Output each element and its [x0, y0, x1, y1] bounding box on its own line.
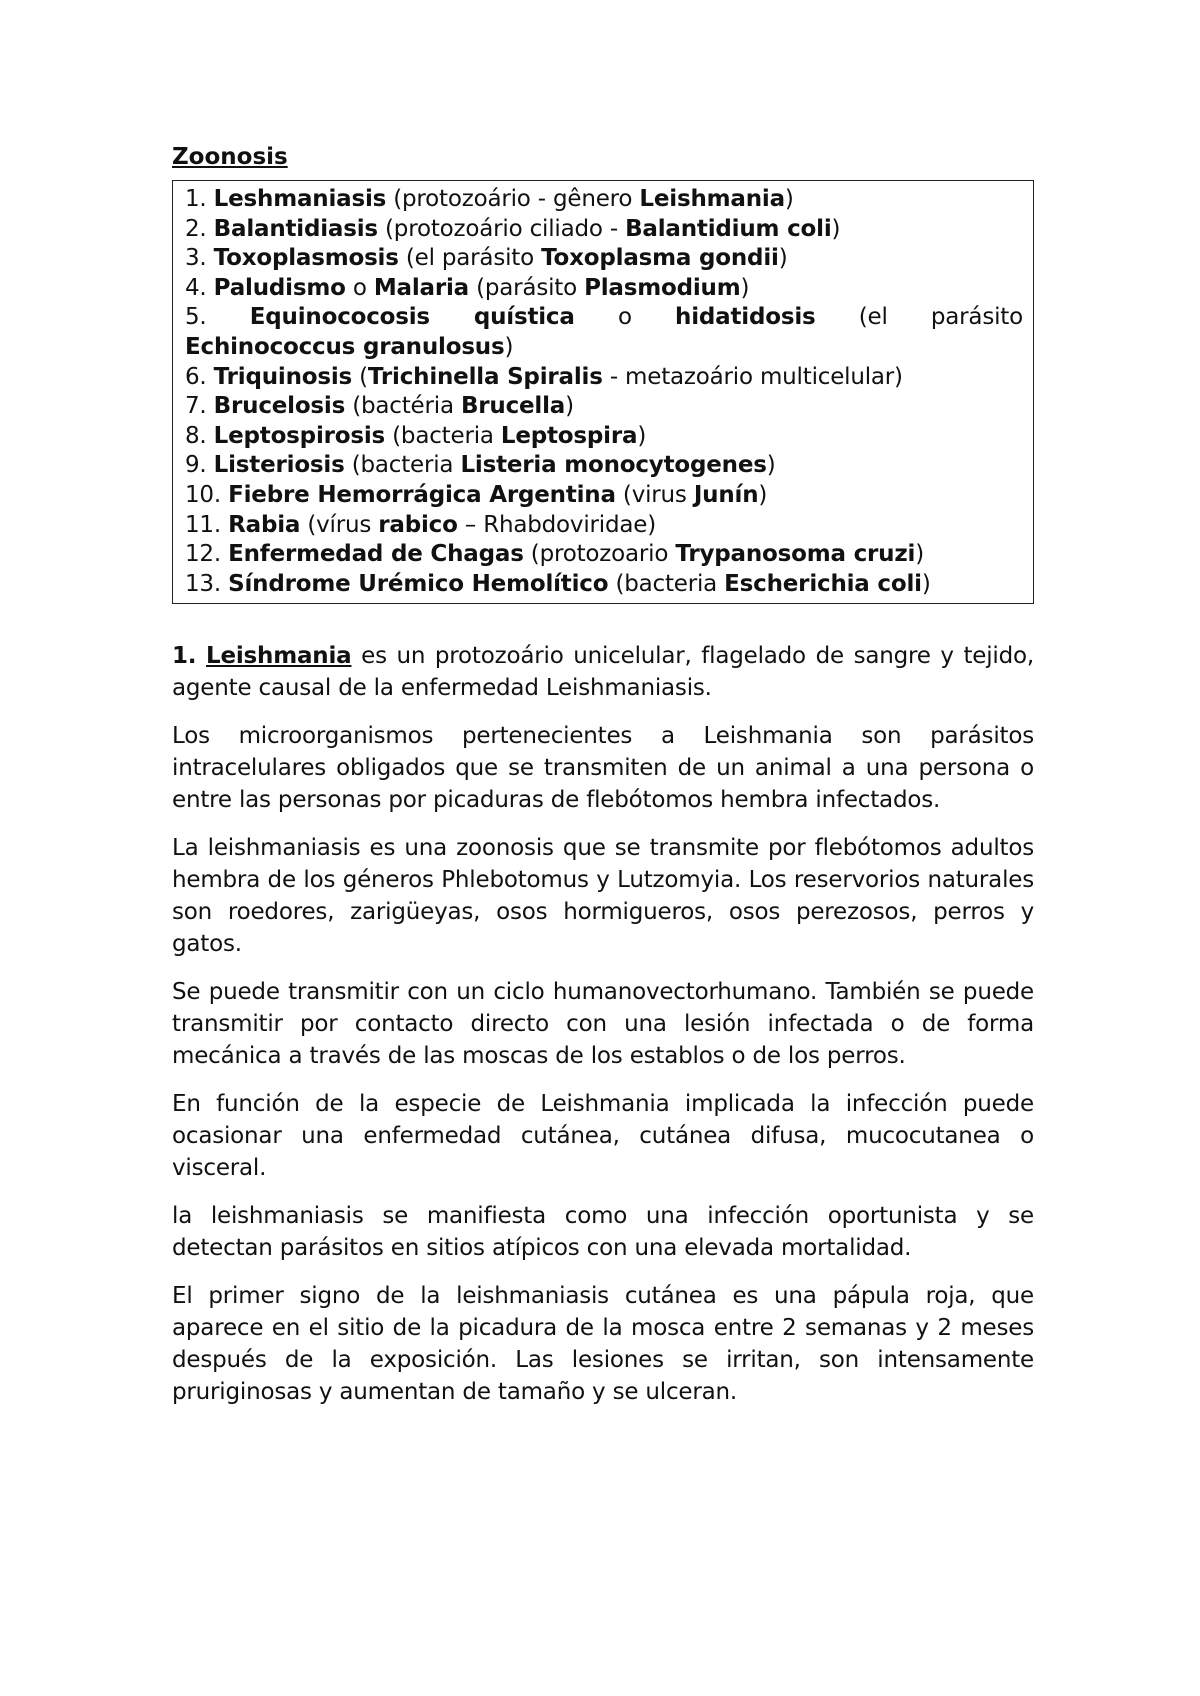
list-item: 2. Balantidiasis (protozoário ciliado - Balantidium coli)	[185, 215, 841, 242]
list-item: 11. Rabia (vírus rabico – Rhabdoviridae)	[185, 511, 656, 538]
paragraph: Se puede transmitir con un ciclo humanovectorhumano. También se puede transmitir por contacto directo con una lesión infectada o de forma mecánica a través de las moscas de los establos o de los perros.	[172, 979, 1034, 1070]
section-intro-paragraph: 1. Leishmania es un protozoário unicelular, flagelado de sangre y tejido, agente causal de la enfermedad Leishmaniasis.	[172, 643, 1034, 702]
list-item: 9. Listeriosis (bacteria Listeria monocytogenes)	[185, 452, 776, 479]
list-item: 1. Leshmaniasis (protozoário - gênero Leishmania)	[185, 186, 794, 212]
section-number: 1.	[172, 643, 197, 670]
paragraph: Los microorganismos pertenecientes a Leishmania son parásitos intracelulares obligados que se transmiten de un animal a una persona o entre las personas por picaduras de flebótomos hembra infectados.	[172, 723, 1034, 814]
zoonosis-list-box	[172, 180, 1034, 604]
paragraph: la leishmaniasis se manifiesta como una infección oportunista y se detectan parásitos en sitios atípicos con una elevada mortalidad.	[172, 1203, 1034, 1262]
list-item: 5. Equinococosis quística o hidatidosis (el parásito	[185, 304, 1023, 331]
list-item: 10. Fiebre Hemorrágica Argentina (virus Junín)	[185, 481, 768, 508]
paragraph: La leishmaniasis es una zoonosis que se transmite por flebótomos adultos hembra de los géneros Phlebotomus y Lutzomyia. Los reservorios naturales son roedores, zarigüeyas, osos hormigueros, osos perezosos, perros y gatos.	[172, 835, 1034, 958]
list-item: 8. Leptospirosis (bacteria Leptospira)	[185, 422, 647, 449]
document-page	[172, 142, 1034, 1424]
section-leishmania	[172, 640, 1034, 1408]
paragraph: En función de la especie de Leishmania implicada la infección puede ocasionar una enfermedad cutánea, cutánea difusa, mucocutanea o visceral.	[172, 1091, 1034, 1182]
list-item: 6. Triquinosis (Trichinella Spiralis - metazoário multicelular)	[185, 363, 903, 390]
paragraph: El primer signo de la leishmaniasis cutánea es una pápula roja, que aparece en el sitio de la picadura de la mosca entre 2 semanas y 2 meses después de la exposición. Las lesiones se irritan, son intensamente pruriginosas y aumentan de tamaño y se ulceran.	[172, 1283, 1034, 1406]
section-heading: Leishmania	[206, 643, 352, 670]
list-item: 4. Paludismo o Malaria (parásito Plasmodium)	[185, 274, 750, 301]
list-item: 7. Brucelosis (bactéria Brucella)	[185, 393, 574, 420]
list-item: 3. Toxoplasmosis (el parásito Toxoplasma gondii)	[185, 245, 788, 272]
page-title: Zoonosis	[172, 144, 288, 170]
list-item-continuation: Echinococcus granulosus)	[185, 333, 514, 360]
list-item: 12. Enfermedad de Chagas (protozoario Trypanosoma cruzi)	[185, 541, 925, 568]
list-item: 13. Síndrome Urémico Hemolítico (bacteria Escherichia coli)	[185, 570, 931, 597]
